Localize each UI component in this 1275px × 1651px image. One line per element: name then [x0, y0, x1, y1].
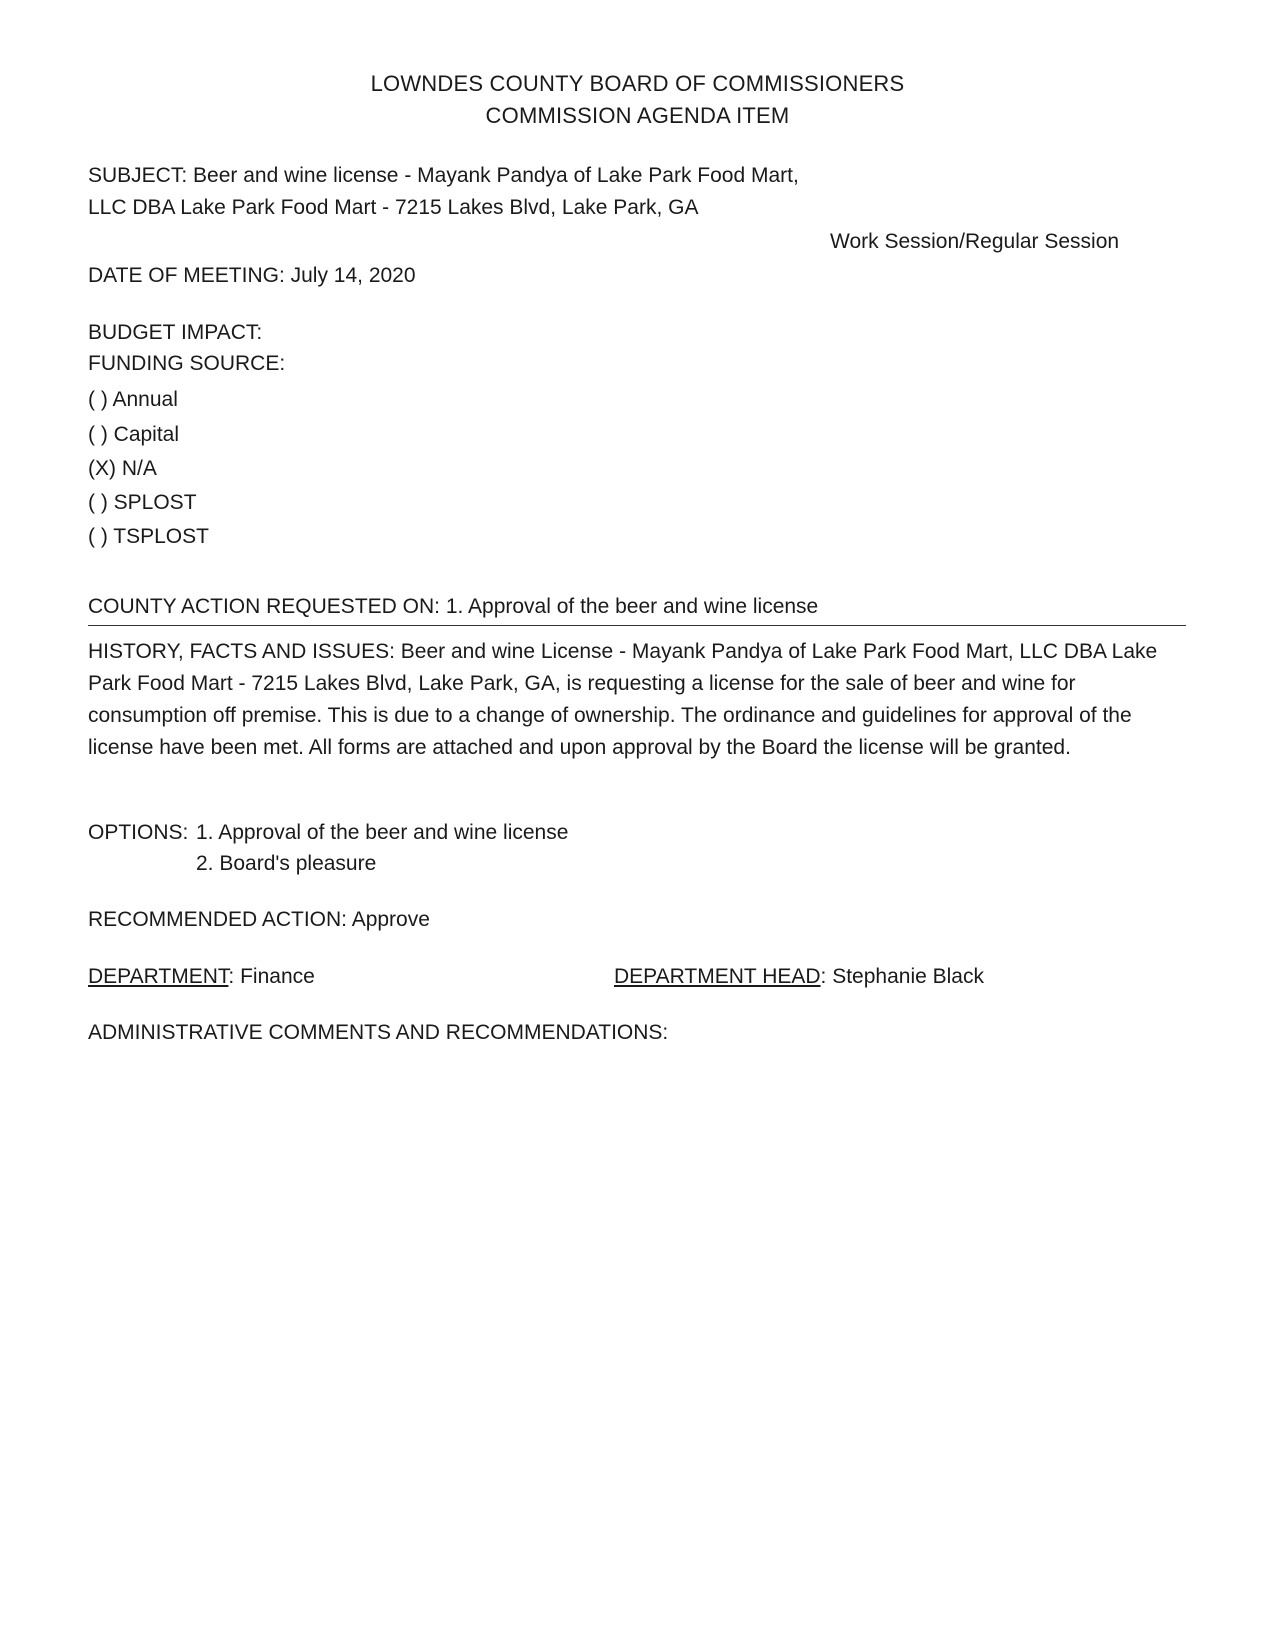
meeting-date: DATE OF MEETING: July 14, 2020 — [88, 264, 416, 287]
funding-source-splost: ( ) SPLOST — [88, 491, 197, 514]
session-type: Work Session/Regular Session — [830, 230, 1120, 253]
department-label: DEPARTMENT — [88, 965, 229, 988]
document-header — [0, 68, 1275, 132]
subject-line-1: SUBJECT: Beer and wine license - Mayank Pandya of Lake Park Food Mart, — [88, 164, 799, 187]
administrative-comments-label: ADMINISTRATIVE COMMENTS AND RECOMMENDATIONS: — [88, 1021, 669, 1044]
department-head-label: DEPARTMENT HEAD — [614, 965, 821, 988]
header-line-1: LOWNDES COUNTY BOARD OF COMMISSIONERS — [370, 71, 905, 96]
department-head-value: : Stephanie Black — [820, 965, 984, 988]
option-item-2: 2. Board's pleasure — [196, 852, 377, 875]
funding-source-label: FUNDING SOURCE: — [88, 352, 286, 375]
options-label: OPTIONS: — [88, 821, 189, 844]
section-divider — [88, 625, 1186, 626]
funding-source-na: (X) N/A — [88, 457, 157, 480]
funding-source-annual: ( ) Annual — [88, 388, 178, 411]
department-head-line — [614, 962, 984, 992]
recommended-action: RECOMMENDED ACTION: Approve — [88, 908, 430, 931]
department-line — [88, 962, 315, 992]
funding-source-tsplost: ( ) TSPLOST — [88, 525, 209, 548]
history-facts-issues: HISTORY, FACTS AND ISSUES: Beer and wine License - Mayank Pandya of Lake Park Food Mart, LLC DBA Lake Park Food Mart - 7215 Lakes Blvd, Lake Park, GA, is requesting a license for the sale of beer and wine for consumption off premise. This is due to a change of ownership. The ordinance and guidelines for approval of the license have been met. All forms are attached and upon approval by the Board the license will be granted. — [88, 640, 1158, 759]
department-value: : Finance — [228, 965, 315, 988]
subject-line-2: LLC DBA Lake Park Food Mart - 7215 Lakes Blvd, Lake Park, GA — [88, 196, 699, 219]
funding-source-capital: ( ) Capital — [88, 423, 180, 446]
county-action-requested: COUNTY ACTION REQUESTED ON: 1. Approval of the beer and wine license — [88, 595, 819, 618]
budget-impact-label: BUDGET IMPACT: — [88, 321, 263, 344]
header-line-2: COMMISSION AGENDA ITEM — [485, 103, 790, 128]
option-item-1: 1. Approval of the beer and wine license — [196, 821, 569, 844]
